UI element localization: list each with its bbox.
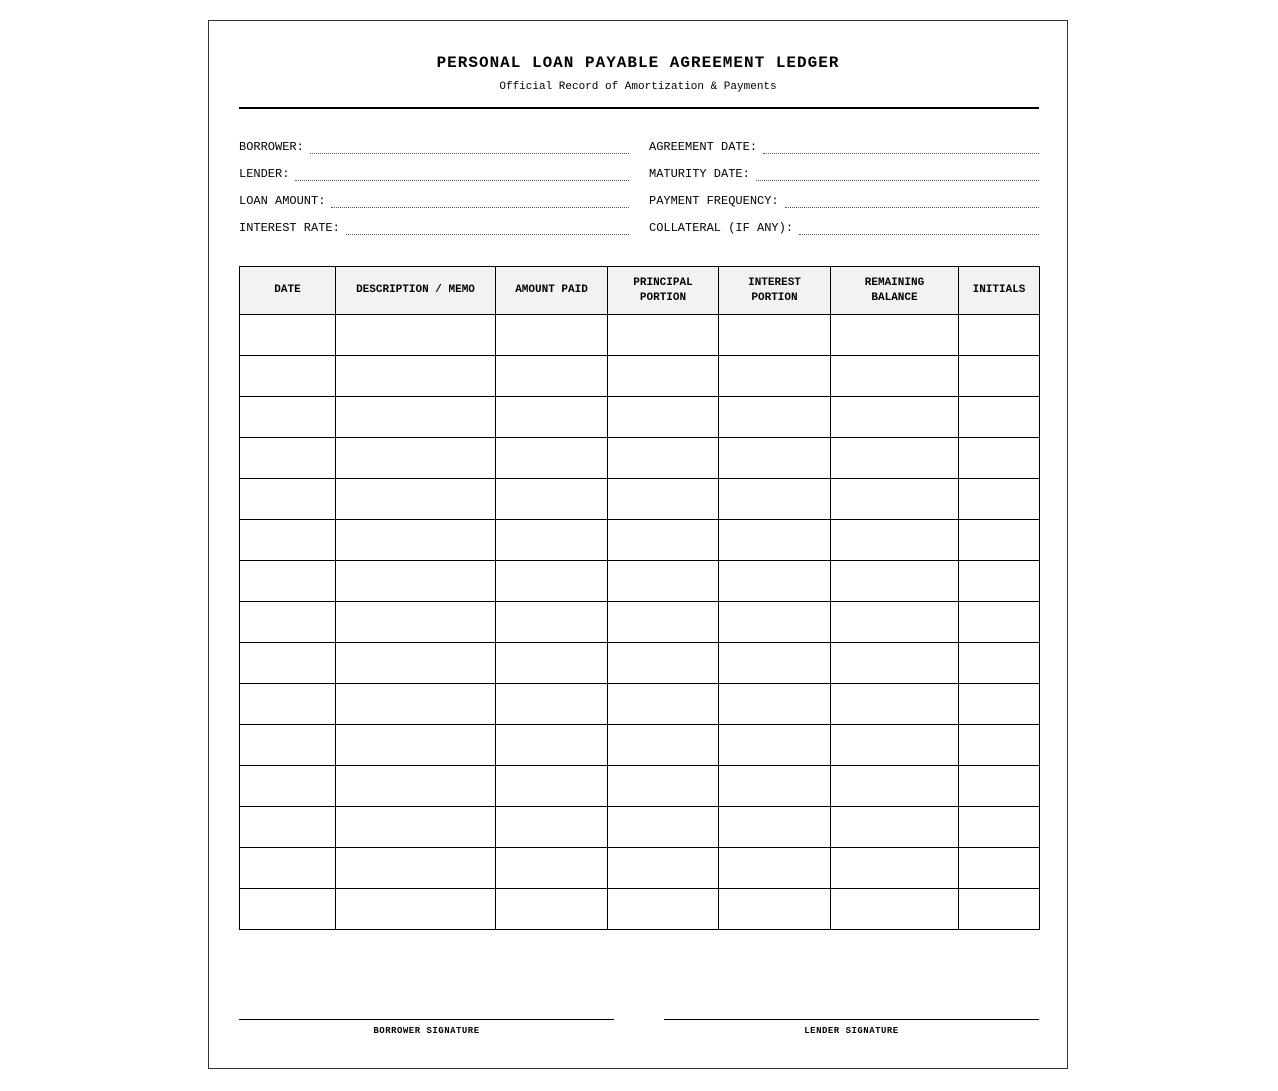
cell-amount-paid[interactable] <box>496 684 608 725</box>
borrower-input-line[interactable] <box>310 143 629 154</box>
cell-amount-paid[interactable] <box>496 643 608 684</box>
lender-signature-line[interactable]: LENDER SIGNATURE <box>664 1019 1039 1036</box>
page-subtitle: Official Record of Amortization & Payments <box>499 81 777 93</box>
cell-initials[interactable] <box>959 561 1040 602</box>
agreement-date-field[interactable] <box>649 138 1039 154</box>
cell-remaining-balance[interactable] <box>831 561 959 602</box>
cell-remaining-balance[interactable] <box>831 397 959 438</box>
cell-principal-portion[interactable] <box>608 479 719 520</box>
cell-remaining-balance[interactable] <box>831 356 959 397</box>
table-row <box>240 438 1040 479</box>
cell-description[interactable] <box>336 602 496 643</box>
table-row <box>240 643 1040 684</box>
cell-date[interactable] <box>240 315 336 356</box>
cell-principal-portion[interactable] <box>608 438 719 479</box>
cell-initials[interactable] <box>959 848 1040 889</box>
cell-principal-portion[interactable] <box>608 766 719 807</box>
maturity-date-label: MATURITY DATE: <box>649 167 750 181</box>
cell-remaining-balance[interactable] <box>831 725 959 766</box>
cell-remaining-balance[interactable] <box>831 848 959 889</box>
collateral-label: COLLATERAL (IF ANY): <box>649 221 794 235</box>
maturity-date-input-line[interactable] <box>756 170 1039 181</box>
cell-date[interactable] <box>240 602 336 643</box>
cell-interest-portion[interactable] <box>719 725 831 766</box>
cell-remaining-balance[interactable] <box>831 643 959 684</box>
cell-date[interactable] <box>240 356 336 397</box>
table-row <box>240 807 1040 848</box>
cell-description[interactable] <box>336 315 496 356</box>
lender-label: LENDER: <box>239 167 290 181</box>
cell-principal-portion[interactable] <box>608 520 719 561</box>
cell-interest-portion[interactable] <box>719 356 831 397</box>
cell-remaining-balance[interactable] <box>831 766 959 807</box>
table-row <box>240 397 1040 438</box>
agreement-date-label: AGREEMENT DATE: <box>649 140 758 154</box>
cell-initials[interactable] <box>959 479 1040 520</box>
cell-date[interactable] <box>240 889 336 930</box>
borrower-signature-line[interactable]: BORROWER SIGNATURE <box>239 1019 614 1036</box>
cell-description[interactable] <box>336 520 496 561</box>
table-row <box>240 725 1040 766</box>
cell-initials[interactable] <box>959 520 1040 561</box>
interest-rate-field[interactable] <box>239 219 629 235</box>
cell-remaining-balance[interactable] <box>831 602 959 643</box>
cell-initials[interactable] <box>959 766 1040 807</box>
cell-amount-paid[interactable] <box>496 356 608 397</box>
cell-description[interactable] <box>336 479 496 520</box>
table-row <box>240 520 1040 561</box>
table-row <box>240 479 1040 520</box>
cell-initials[interactable] <box>959 602 1040 643</box>
table-header-row <box>240 267 1040 315</box>
cell-initials[interactable] <box>959 889 1040 930</box>
cell-amount-paid[interactable] <box>496 807 608 848</box>
cell-principal-portion[interactable] <box>608 848 719 889</box>
cell-amount-paid[interactable] <box>496 602 608 643</box>
payment-frequency-field[interactable] <box>649 192 1039 208</box>
page-title: PERSONAL LOAN PAYABLE AGREEMENT LEDGER <box>436 54 840 72</box>
cell-principal-portion[interactable] <box>608 643 719 684</box>
cell-amount-paid[interactable] <box>496 315 608 356</box>
cell-description[interactable] <box>336 807 496 848</box>
cell-date[interactable] <box>240 479 336 520</box>
ledger-body <box>240 315 1040 930</box>
cell-amount-paid[interactable] <box>496 889 608 930</box>
cell-interest-portion[interactable] <box>719 315 831 356</box>
cell-amount-paid[interactable] <box>496 438 608 479</box>
cell-initials[interactable] <box>959 684 1040 725</box>
cell-interest-portion[interactable] <box>719 807 831 848</box>
table-row <box>240 561 1040 602</box>
table-row <box>240 315 1040 356</box>
cell-description[interactable] <box>336 766 496 807</box>
column-header-description: DESCRIPTION / MEMO <box>336 267 496 315</box>
column-header-initials: INITIALS <box>959 267 1040 315</box>
cell-date[interactable] <box>240 766 336 807</box>
cell-interest-portion[interactable] <box>719 438 831 479</box>
cell-description[interactable] <box>336 848 496 889</box>
cell-date[interactable] <box>240 807 336 848</box>
cell-interest-portion[interactable] <box>719 766 831 807</box>
cell-principal-portion[interactable] <box>608 807 719 848</box>
maturity-date-field[interactable] <box>649 165 1039 181</box>
column-header-remaining-balance: REMAINING BALANCE <box>831 267 959 315</box>
lender-field[interactable] <box>239 165 629 181</box>
header-divider <box>239 107 1039 109</box>
borrower-field[interactable] <box>239 138 629 154</box>
payment-ledger-table <box>239 266 1040 930</box>
table-row <box>240 356 1040 397</box>
cell-remaining-balance[interactable] <box>831 315 959 356</box>
cell-remaining-balance[interactable] <box>831 479 959 520</box>
cell-interest-portion[interactable] <box>719 643 831 684</box>
interest-rate-input-line[interactable] <box>346 224 629 235</box>
table-row <box>240 684 1040 725</box>
cell-remaining-balance[interactable] <box>831 684 959 725</box>
cell-description[interactable] <box>336 889 496 930</box>
cell-initials[interactable] <box>959 356 1040 397</box>
cell-date[interactable] <box>240 848 336 889</box>
table-row <box>240 766 1040 807</box>
cell-amount-paid[interactable] <box>496 561 608 602</box>
cell-amount-paid[interactable] <box>496 397 608 438</box>
cell-amount-paid[interactable] <box>496 479 608 520</box>
cell-description[interactable] <box>336 684 496 725</box>
column-header-principal-portion: PRINCIPAL PORTION <box>608 267 719 315</box>
cell-initials[interactable] <box>959 643 1040 684</box>
cell-description[interactable] <box>336 725 496 766</box>
cell-amount-paid[interactable] <box>496 848 608 889</box>
cell-remaining-balance[interactable] <box>831 520 959 561</box>
cell-initials[interactable] <box>959 438 1040 479</box>
cell-date[interactable] <box>240 684 336 725</box>
cell-interest-portion[interactable] <box>719 848 831 889</box>
column-header-interest-portion: INTEREST PORTION <box>719 267 831 315</box>
cell-interest-portion[interactable] <box>719 602 831 643</box>
collateral-input-line[interactable] <box>799 224 1039 235</box>
cell-description[interactable] <box>336 643 496 684</box>
cell-description[interactable] <box>336 397 496 438</box>
table-row <box>240 889 1040 930</box>
cell-principal-portion[interactable] <box>608 889 719 930</box>
cell-principal-portion[interactable] <box>608 602 719 643</box>
cell-date[interactable] <box>240 643 336 684</box>
cell-principal-portion[interactable] <box>608 684 719 725</box>
cell-initials[interactable] <box>959 725 1040 766</box>
cell-principal-portion[interactable] <box>608 356 719 397</box>
ledger-page <box>208 20 1068 1069</box>
interest-rate-label: INTEREST RATE: <box>239 221 340 235</box>
loan-amount-field[interactable] <box>239 192 629 208</box>
cell-remaining-balance[interactable] <box>831 807 959 848</box>
cell-initials[interactable] <box>959 397 1040 438</box>
cell-principal-portion[interactable] <box>608 397 719 438</box>
column-header-amount-paid: AMOUNT PAID <box>496 267 608 315</box>
cell-interest-portion[interactable] <box>719 561 831 602</box>
cell-remaining-balance[interactable] <box>831 438 959 479</box>
cell-initials[interactable] <box>959 315 1040 356</box>
cell-amount-paid[interactable] <box>496 725 608 766</box>
payment-frequency-input-line[interactable] <box>785 197 1039 208</box>
cell-principal-portion[interactable] <box>608 725 719 766</box>
collateral-field[interactable] <box>649 219 1039 235</box>
loan-amount-label: LOAN AMOUNT: <box>239 194 326 208</box>
cell-description[interactable] <box>336 356 496 397</box>
cell-date[interactable] <box>240 397 336 438</box>
cell-interest-portion[interactable] <box>719 889 831 930</box>
cell-interest-portion[interactable] <box>719 479 831 520</box>
table-row <box>240 602 1040 643</box>
table-row <box>240 848 1040 889</box>
cell-date[interactable] <box>240 561 336 602</box>
cell-principal-portion[interactable] <box>608 561 719 602</box>
cell-initials[interactable] <box>959 807 1040 848</box>
agreement-date-input-line[interactable] <box>763 143 1039 154</box>
cell-interest-portion[interactable] <box>719 520 831 561</box>
cell-date[interactable] <box>240 520 336 561</box>
cell-remaining-balance[interactable] <box>831 889 959 930</box>
borrower-label: BORROWER: <box>239 140 304 154</box>
cell-amount-paid[interactable] <box>496 766 608 807</box>
cell-interest-portion[interactable] <box>719 684 831 725</box>
payment-frequency-label: PAYMENT FREQUENCY: <box>649 194 779 208</box>
cell-interest-portion[interactable] <box>719 397 831 438</box>
lender-input-line[interactable] <box>295 170 629 181</box>
cell-date[interactable] <box>240 725 336 766</box>
cell-principal-portion[interactable] <box>608 315 719 356</box>
loan-amount-input-line[interactable] <box>331 197 629 208</box>
cell-description[interactable] <box>336 561 496 602</box>
cell-amount-paid[interactable] <box>496 520 608 561</box>
cell-date[interactable] <box>240 438 336 479</box>
cell-description[interactable] <box>336 438 496 479</box>
column-header-date: DATE <box>240 267 336 315</box>
